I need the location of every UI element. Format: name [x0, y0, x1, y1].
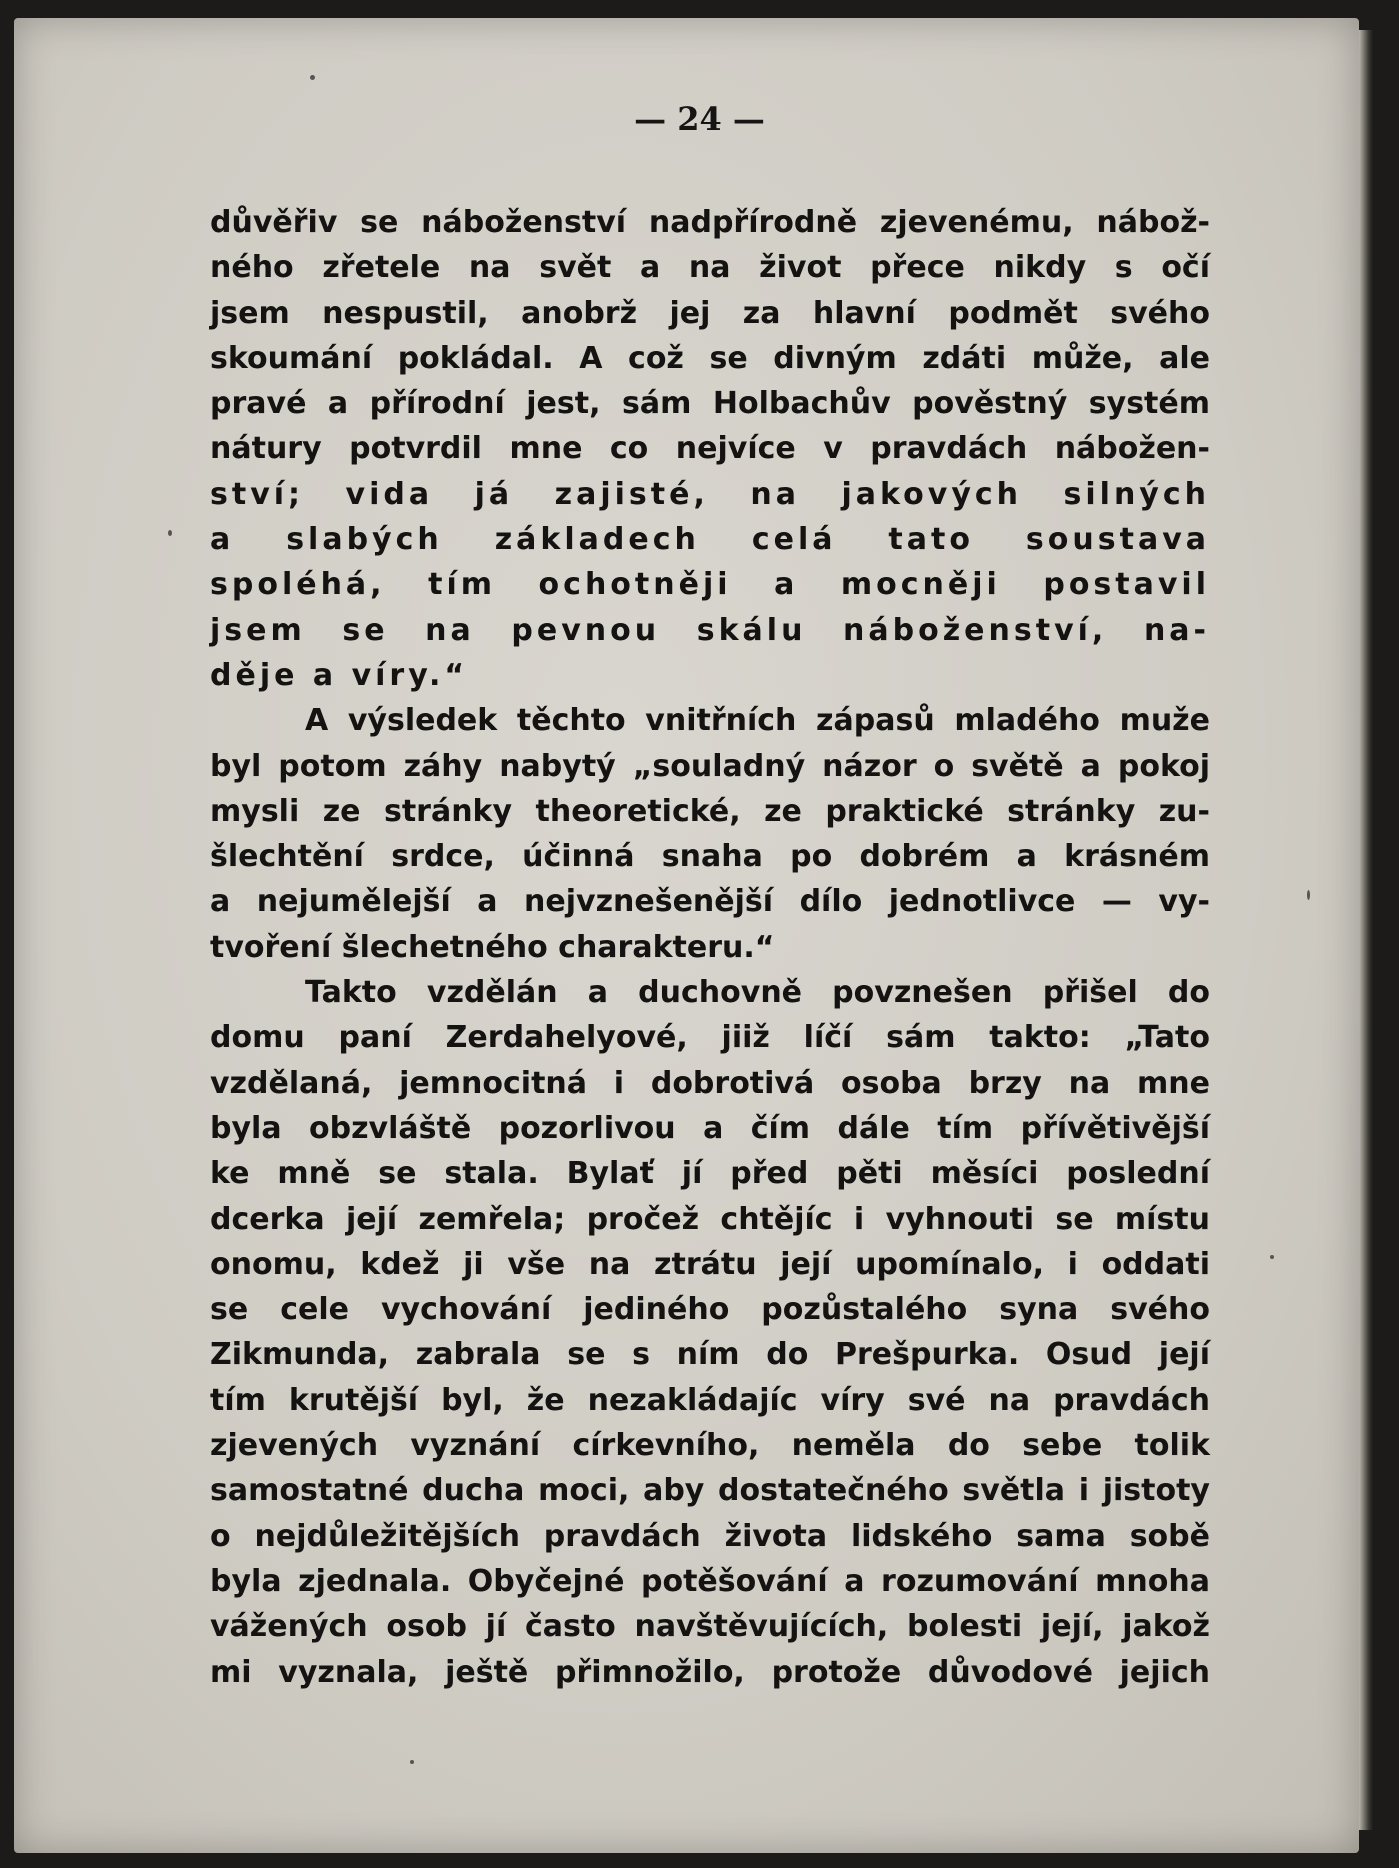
text-line: vzdělaná, jemnocitná i dobrotivá osoba brzy na mne	[210, 1065, 1210, 1101]
text-line: šlechtění srdce, účinná snaha po dobrém a krásném	[210, 839, 1210, 875]
text-line-spaced: děje a víry.“	[210, 657, 469, 693]
text-line: Zikmunda, zabrala se s ním do Prešpurka. Osud její	[210, 1337, 1210, 1373]
text-line: vážených osob jí často navštěvujících, bolesti její, jakož	[210, 1609, 1210, 1645]
text-line: o nejdůležitějších pravdách života lidského sama sobě	[210, 1518, 1210, 1554]
text-line: onomu, kdež ji vše na ztrátu její upomínalo, i oddati	[210, 1246, 1210, 1282]
text-line-spaced: a slabých základech celá tato soustava	[210, 522, 1210, 558]
text-line: dcerka její zemřela; pročež chtějíc i vyhnouti se místu	[210, 1201, 1210, 1237]
ink-speck	[410, 1760, 414, 1764]
text-line: Takto vzdělán a duchovně povznešen přišel do	[305, 975, 1210, 1011]
text-line: tvoření šlechetného charakteru.“	[210, 929, 775, 965]
ink-speck	[1307, 890, 1310, 900]
text-line-spaced: jsem se na pevnou skálu náboženství, na-	[210, 612, 1210, 648]
text-line: důvěřiv se náboženství nadpřírodně zjevenému, nábož-	[210, 205, 1210, 240]
text-line: samostatné ducha moci, aby dostatečného světla i jistoty	[210, 1473, 1210, 1509]
text-line-spaced: spoléhá, tím ochotněji a mocněji postavil	[210, 567, 1210, 603]
text-line: mi vyznala, ještě přimnožilo, protože důvodové jejich	[210, 1654, 1210, 1690]
text-line: a nejumělejší a nejvznešenější dílo jednotlivce — vy-	[210, 884, 1210, 920]
page-number: — 24 —	[634, 100, 765, 138]
text-line: ného zřetele na svět a na život přece nikdy s očí	[210, 250, 1210, 286]
text-line-spaced: ství; vida já zajisté, na jakových silných	[210, 476, 1210, 512]
text-line: nátury potvrdil mne co nejvíce v pravdách nábožen-	[210, 431, 1210, 467]
text-line: domu paní Zerdahelyové, jiiž líčí sám takto: „Tato	[210, 1020, 1210, 1056]
text-line: mysli ze stránky theoretické, ze praktické stránky zu-	[210, 793, 1210, 829]
text-line: jsem nespustil, anobrž jej za hlavní podmět svého	[210, 295, 1210, 331]
ink-speck	[1270, 1255, 1274, 1259]
page-edge-shadow	[1359, 30, 1373, 1830]
text-line: tím krutější byl, že nezakládajíc víry své na pravdách	[210, 1382, 1210, 1418]
ink-speck	[168, 530, 172, 536]
text-line: pravé a přírodní jest, sám Holbachův pověstný systém	[210, 386, 1210, 422]
text-line: byla obzvláště pozorlivou a čím dále tím přívětivější	[210, 1110, 1210, 1146]
text-line: zjevených vyznání církevního, neměla do sebe tolik	[210, 1428, 1210, 1464]
ink-speck	[310, 75, 315, 80]
body-text	[210, 200, 1210, 1695]
text-line: se cele vychování jediného pozůstalého syna svého	[210, 1292, 1210, 1328]
text-line: byl potom záhy nabytý „souladný názor o světě a pokoj	[210, 748, 1210, 784]
text-line: A výsledek těchto vnitřních zápasů mladého muže	[305, 703, 1210, 739]
text-line: skoumání pokládal. A což se divným zdáti může, ale	[210, 340, 1210, 376]
text-line: byla zjednala. Obyčejné potěšování a rozumování mnoha	[210, 1563, 1210, 1599]
text-line: ke mně se stala. Bylať jí před pěti měsíci poslední	[210, 1156, 1210, 1192]
